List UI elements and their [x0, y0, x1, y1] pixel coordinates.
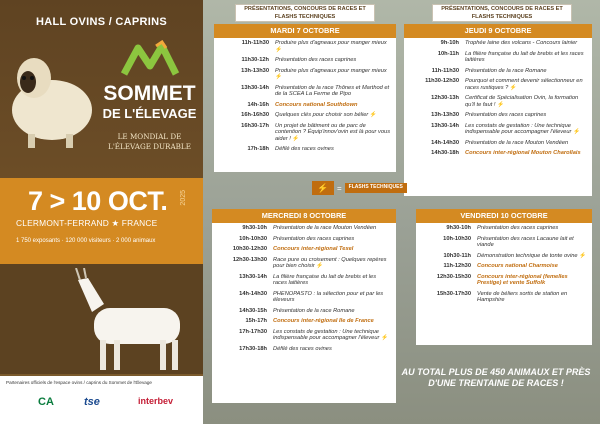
schedule-description: [273, 308, 391, 315]
schedule-text: Présentation des races caprines: [275, 57, 357, 63]
schedule-row: [214, 66, 396, 83]
schedule-description: [273, 257, 391, 270]
schedule-row: [214, 38, 396, 55]
left-panel: [0, 0, 203, 424]
schedule-text: Présentation des races Lacaune lait et viande: [477, 235, 574, 248]
schedule-description: [465, 68, 587, 75]
equals-sign: =: [337, 183, 342, 193]
schedule-row: [212, 223, 396, 234]
schedule-time: 13h-13h30: [431, 112, 459, 118]
flash-lightning-icon: ⚡: [368, 112, 377, 118]
lightning-icon: ⚡: [312, 181, 334, 195]
schedule-time: 11h-11h30: [241, 40, 269, 46]
schedule-list: [416, 223, 592, 306]
schedule-row: [214, 110, 396, 121]
schedule-description: [465, 51, 587, 64]
schedule-time: 11h-12h30: [443, 263, 471, 269]
schedule-row: [404, 93, 592, 110]
schedule-text: Concours inter-régional Texel: [273, 246, 354, 252]
schedule-text: Concours national Charmoise: [477, 263, 558, 269]
schedule-row: [212, 234, 396, 245]
schedule-time: 13h-13h30: [241, 67, 269, 74]
schedule-time: 17h-17h30: [239, 328, 267, 335]
schedule-time: 11h-11h30: [431, 67, 459, 74]
schedule-text: Les constats de gestation : Une technique indispensable pour accompagner l'éleveur: [273, 328, 380, 341]
schedule-row: [214, 144, 396, 155]
schedule-text: Vente de béliers sortis de station en Hampshire: [477, 290, 568, 303]
schedule-description: [465, 123, 587, 136]
schedule-row: [404, 49, 592, 66]
event-place: CLERMONT-FERRAND ★ FRANCE: [16, 218, 158, 228]
sheep-image: [4, 38, 96, 150]
schedule-description: [273, 329, 391, 342]
schedule-text: Race pure ou croisement : Quelques repères pour bien choisir: [273, 256, 387, 269]
schedule-row: [404, 138, 592, 149]
day-card-jeudi: [404, 24, 592, 196]
schedule-text: Défilé des races ovines: [275, 146, 334, 152]
schedule-time: 12h30-13h30: [232, 256, 267, 263]
flash-lightning-icon: ⚡: [508, 84, 517, 91]
schedule-row: [212, 344, 396, 355]
schedule-description: [275, 102, 391, 109]
schedule-description: [275, 57, 391, 64]
schedule-row: [404, 76, 592, 93]
schedule-row: [404, 38, 592, 49]
schedule-row: [214, 83, 396, 100]
schedule-row: [212, 244, 396, 255]
schedule-time: 16h-16h30: [241, 112, 269, 118]
day-title: VENDREDI 10 OCTOBRE: [416, 209, 592, 223]
schedule-time: 9h30-10h: [446, 225, 471, 231]
schedule-time: 14h30-15h: [239, 307, 267, 314]
schedule-text: Démonstration technique de tonte ovine: [477, 252, 578, 259]
schedule-row: [416, 234, 592, 251]
schedule-row: [416, 272, 592, 289]
brand-elevage: DE L'ÉLEVAGE: [102, 106, 197, 121]
schedule-description: [477, 291, 587, 304]
schedule-row: [214, 55, 396, 66]
total-announcement: AU TOTAL PLUS DE 450 ANIMAUX ET PRÈS D'UNE TRENTAINE DE RACES !: [401, 367, 591, 388]
schedule-list: [212, 223, 396, 354]
flash-lightning-icon: ⚡: [314, 263, 324, 269]
flash-lightning-icon: ⚡: [577, 252, 587, 259]
legend-label: FLASHS TECHNIQUES: [345, 183, 407, 193]
schedule-description: [275, 146, 391, 153]
schedule-text: Présentation de la race Mouton Vendéen: [465, 139, 569, 146]
schedule-time: 13h30-14h: [239, 273, 267, 280]
schedule-time: 10h-10h30: [443, 235, 471, 242]
schedule-text: Concours inter-régional Ile de France: [273, 318, 374, 324]
schedule-text: Pourquoi et comment devenir sélectionneur en races rustiques ?: [465, 78, 583, 91]
schedule-text: Trophée laine des volcans - Concours lainier: [465, 40, 578, 46]
schedule-description: [275, 40, 391, 53]
schedule-description: [273, 246, 391, 253]
schedule-row: [416, 223, 592, 234]
schedule-description: [275, 112, 391, 119]
schedule-text: Présentation de la race Thônes et Marthod et de la SCEA La Ferme de Pipo: [275, 84, 390, 97]
schedule-time: 13h30-14h: [431, 122, 459, 129]
tagline: LE MONDIAL DE L'ÉLEVAGE DURABLE: [108, 132, 191, 151]
schedule-text: Défilé des races ovines: [273, 345, 332, 352]
program-header-left: PRÉSENTATIONS, CONCOURS DE RACES ET FLASHS TECHNIQUES: [235, 4, 375, 22]
schedule-row: [212, 327, 396, 344]
schedule-time: 14h30-18h: [431, 150, 459, 156]
partners-caption: Partenaires officiels de l'espace ovins / caprins du Sommet de l'Élevage: [6, 380, 152, 385]
schedule-time: 10h-11h: [437, 50, 459, 57]
flash-lightning-icon: ⚡: [290, 135, 300, 142]
schedule-row: [404, 66, 592, 77]
schedule-row: [416, 289, 592, 306]
legend: [312, 181, 407, 195]
schedule-description: [477, 225, 587, 232]
schedule-description: [465, 95, 587, 108]
day-card-mercredi: [212, 209, 396, 403]
schedule-description: [477, 274, 587, 287]
schedule-text: Présentation de la race Mouton Vendéen: [273, 225, 377, 231]
schedule-text: Produire plus d'agneaux pour manger mieux: [275, 40, 387, 46]
schedule-time: 10h-10h30: [239, 235, 267, 242]
schedule-text: Présentation des races caprines: [273, 235, 355, 242]
goat-image: [64, 268, 196, 372]
schedule-description: [275, 85, 391, 98]
schedule-description: [477, 236, 587, 249]
day-title: MERCREDI 8 OCTOBRE: [212, 209, 396, 223]
schedule-text: Concours national Southdown: [275, 101, 358, 108]
flash-lightning-icon: ⚡: [275, 46, 283, 53]
tse-logo: tse: [84, 396, 100, 408]
schedule-text: Présentation de la race Romane: [465, 67, 547, 74]
schedule-row: [212, 306, 396, 317]
schedule-list: [404, 38, 592, 159]
schedule-text: Présentation des races caprines: [477, 225, 559, 231]
schedule-time: 14h-14h30: [431, 139, 459, 146]
schedule-time: 12h30-15h30: [436, 273, 471, 280]
schedule-description: [465, 150, 587, 157]
schedule-text: Quelques clés pour choisir son bélier: [275, 112, 369, 118]
schedule-text: Présentation des races caprines: [465, 112, 547, 118]
flash-lightning-icon: ⚡: [495, 101, 505, 108]
schedule-time: 12h30-13h: [431, 95, 459, 101]
hall-title: HALL OVINS / CAPRINS: [35, 16, 168, 28]
schedule-list: [214, 38, 396, 155]
flash-lightning-icon: ⚡: [571, 129, 581, 135]
schedule-description: [465, 112, 587, 119]
schedule-text: Produire plus d'agneaux pour manger mieux: [275, 67, 387, 74]
brand-sommet: SOMMET: [103, 82, 196, 105]
schedule-time: 10h30-12h30: [232, 246, 267, 252]
schedule-description: [275, 68, 391, 81]
program-header-right: PRÉSENTATIONS, CONCOURS DE RACES ET FLASHS TECHNIQUES: [432, 4, 572, 22]
schedule-description: [273, 225, 391, 232]
schedule-row: [212, 272, 396, 289]
schedule-time: 11h30-12h: [241, 57, 269, 63]
schedule-row: [404, 148, 592, 159]
interbev-logo: interbev: [138, 396, 174, 406]
event-stats: 1 750 exposants · 120 000 visiteurs · 2 000 animaux: [16, 238, 156, 244]
schedule-description: [477, 253, 587, 260]
schedule-time: 9h-10h: [440, 40, 459, 46]
event-dates: 7 > 10 OCT.: [28, 186, 168, 216]
schedule-time: 10h30-11h: [443, 252, 471, 259]
schedule-time: 15h-17h: [245, 318, 267, 324]
schedule-time: 17h30-18h: [239, 345, 267, 352]
schedule-row: [214, 100, 396, 111]
schedule-description: [465, 78, 587, 91]
schedule-text: La filière française du lait de brebis et les races laitières: [465, 50, 584, 63]
flash-lightning-icon: ⚡: [379, 335, 389, 341]
schedule-description: [465, 140, 587, 147]
schedule-row: [416, 261, 592, 272]
day-title: JEUDI 9 OCTOBRE: [404, 24, 592, 38]
schedule-time: 15h30-17h30: [436, 290, 471, 297]
schedule-description: [273, 236, 391, 243]
sommet-logo-icon: [116, 40, 186, 80]
schedule-description: [477, 263, 587, 270]
schedule-description: [465, 40, 587, 47]
schedule-description: [273, 291, 391, 304]
schedule-text: Un projet de bâtiment ou de parc de contention ? Équip'innov'ovin est là pour vous aider !: [275, 122, 391, 142]
schedule-time: 16h30-17h: [241, 122, 269, 129]
schedule-text: Les constats de gestation : Une technique indispensable pour accompagner l'éleveur: [465, 122, 572, 135]
schedule-time: 14h-14h30: [239, 290, 267, 297]
schedule-time: 13h30-14h: [241, 84, 269, 91]
schedule-row: [404, 110, 592, 121]
schedule-time: 11h30-12h30: [425, 78, 459, 84]
event-year: 2025: [180, 190, 187, 206]
schedule-row: [416, 251, 592, 262]
schedule-description: [273, 346, 391, 353]
schedule-text: Présentation de la race Romane: [273, 307, 355, 314]
schedule-text: Concours inter-régional Mouton Charollais: [465, 150, 581, 156]
schedule-row: [212, 289, 396, 306]
day-title: MARDI 7 OCTOBRE: [214, 24, 396, 38]
schedule-description: [273, 318, 391, 325]
schedule-row: [214, 121, 396, 145]
schedule-time: 9h30-10h: [242, 225, 267, 231]
schedule-row: [212, 316, 396, 327]
day-card-vendredi: [416, 209, 592, 345]
schedule-row: [404, 121, 592, 138]
schedule-time: 17h-18h: [247, 146, 269, 152]
schedule-description: [273, 274, 391, 287]
schedule-text: La filière française du lait de brebis et les races laitières: [273, 273, 377, 286]
day-card-mardi: [214, 24, 396, 172]
schedule-text: PHENOPASTO : la sélection pour et par les éleveurs: [273, 290, 384, 303]
credit-agricole-logo: CA: [38, 396, 54, 408]
schedule-time: 14h-16h: [247, 101, 269, 108]
schedule-row: [212, 255, 396, 272]
flash-lightning-icon: ⚡: [275, 74, 283, 80]
schedule-text: Concours inter-régional (femelles Prestige) et vente Suffolk: [477, 273, 568, 286]
schedule-description: [275, 123, 391, 143]
schedule-text: Certificat de Spécialisation Ovin, la formation qu'il te faut !: [465, 95, 579, 108]
